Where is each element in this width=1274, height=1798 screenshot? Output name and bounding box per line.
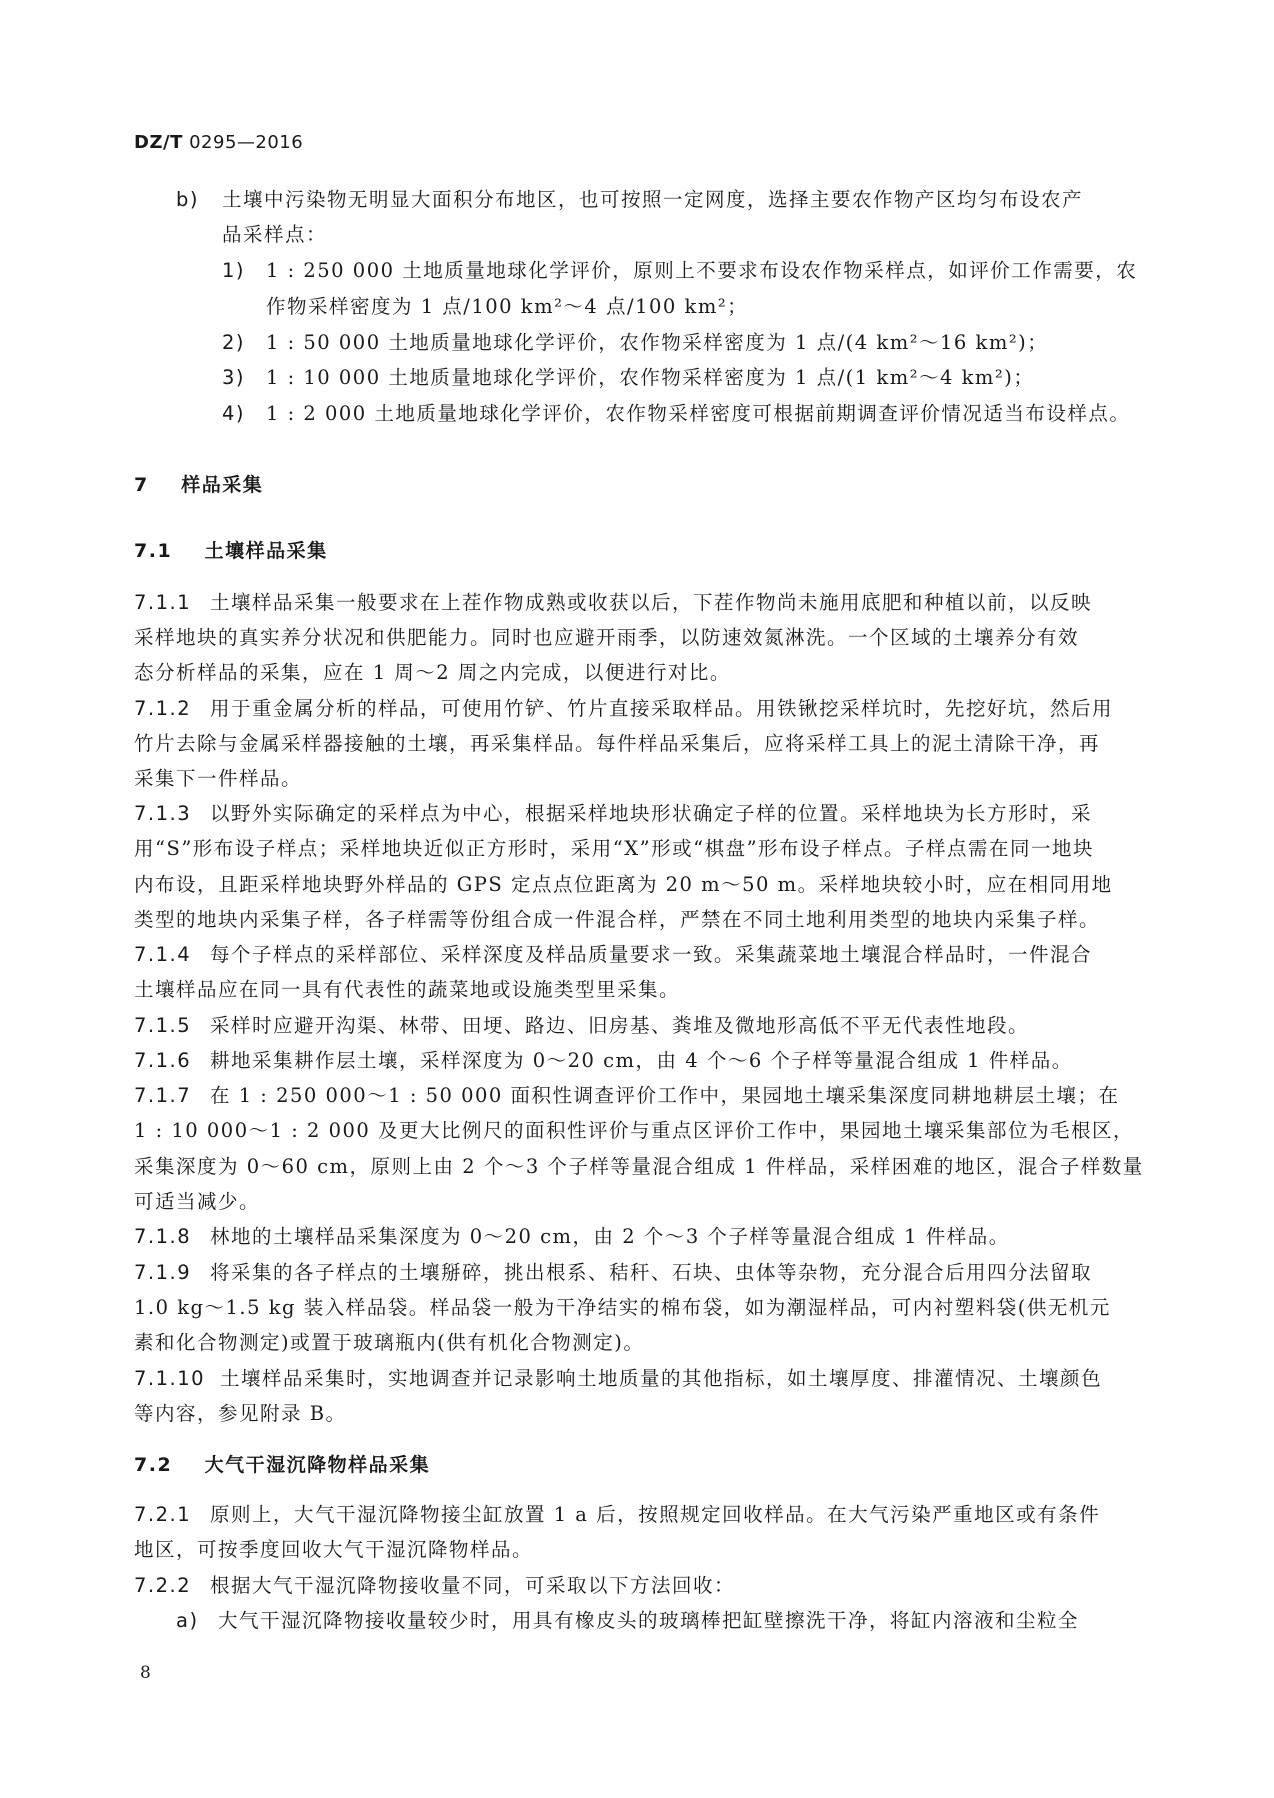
text-line: 耕地采集耕作层土壤，采样深度为 0～20 cm，由 4 个～6 个子样等量混合组成 1 件样品。 (210, 1049, 1073, 1072)
text-line: 用于重金属分析的样品，可使用竹铲、竹片直接采取样品。用铁锹挖采样坑时，先挖好坑，然后用 (210, 697, 1114, 720)
clause-number: 7.1.1 (134, 591, 192, 614)
list-marker: 4) (222, 402, 246, 425)
text-line: 作物采样密度为 1 点/100 km²～4 点/100 km²； (266, 295, 749, 318)
text-line: 地区，可按季度回收大气干湿沉降物样品。 (134, 1538, 534, 1561)
text-line: 原则上，大气干湿沉降物接尘缸放置 1 a 后，按照规定回收样品。在大气污染严重地区或有条件 (210, 1503, 1101, 1526)
section-number: 7.2 (134, 1454, 173, 1476)
text-line: 内布设，且距采样地块野外样品的 GPS 定点点位距离为 20 m～50 m。采样地块较小时，应在相同用地 (134, 873, 1113, 896)
text-line: 类型的地块内采集子样，各子样需等份组合成一件混合样，严禁在不同土地利用类型的地块内采集子样。 (134, 908, 1101, 931)
text-line: 素和化合物测定)或置于玻璃瓶内(供有机化合物测定)。 (134, 1331, 645, 1354)
section-title: 土壤样品采集 (204, 540, 328, 562)
list-marker: a) (176, 1609, 199, 1632)
text-line: 采样时应避开沟渠、林带、田埂、路边、旧房基、粪堆及微地形高低不平无代表性地段。 (210, 1014, 1030, 1037)
text-line: 品采样点： (222, 223, 328, 246)
standard-code-number: 0295—2016 (189, 132, 304, 153)
clause-number: 7.1.10 (134, 1367, 206, 1390)
clause-number: 7.1.2 (134, 697, 192, 720)
section-number: 7.1 (134, 540, 173, 562)
clause-number: 7.1.5 (134, 1014, 192, 1037)
text-line: 土壤样品采集一般要求在上茬作物成熟或收获以后，下茬作物尚未施用底肥和种植以前，以反映 (210, 591, 1093, 614)
text-line: 1 : 50 000 土地质量地球化学评价，农作物采样密度为 1 点/(4 km²～16 km²)； (266, 331, 1049, 354)
subsection-heading (134, 1452, 430, 1478)
text-line: 1 : 250 000 土地质量地球化学评价，原则上不要求布设农作物采样点，如评价工作需要，农 (266, 259, 1138, 282)
page-number: 8 (140, 1663, 153, 1683)
standard-code (134, 130, 303, 156)
section-heading (134, 472, 263, 498)
clause-number: 7.1.4 (134, 943, 192, 966)
text-line: 林地的土壤样品采集深度为 0～20 cm，由 2 个～3 个子样等量混合组成 1 件样品。 (210, 1225, 1010, 1248)
standard-code-prefix: DZ/T (134, 132, 183, 153)
text-line: 土壤中污染物无明显大面积分布地区，也可按照一定网度，选择主要农作物产区均匀布设农产 (222, 188, 1084, 211)
clause-number: 7.2.2 (134, 1574, 192, 1597)
clause-number: 7.1.6 (134, 1049, 192, 1072)
text-line: 每个子样点的采样部位、采样深度及样品质量要求一致。采集蔬菜地土壤混合样品时，一件混合 (210, 943, 1093, 966)
text-line: 1 : 10 000～1 : 2 000 及更大比例尺的面积性评价与重点区评价工作中，果园地土壤采集部位为毛根区， (134, 1119, 1135, 1142)
text-line: 在 1 : 250 000～1 : 50 000 面积性调查评价工作中，果园地土壤采集深度同耕地耕层土壤；在 (210, 1084, 1120, 1107)
text-line: 等内容，参见附录 B。 (134, 1402, 347, 1425)
list-marker: 1) (222, 259, 246, 282)
section-title: 样品采集 (181, 474, 264, 496)
text-line: 采集下一件样品。 (134, 767, 303, 790)
text-line: 采样地块的真实养分状况和供肥能力。同时也应避开雨季，以防速效氮淋洗。一个区域的土壤养分有效 (134, 626, 1080, 649)
clause-number: 7.2.1 (134, 1503, 192, 1526)
text-line: 态分析样品的采集，应在 1 周～2 周之内完成，以便进行对比。 (134, 661, 731, 684)
text-line: 大气干湿沉降物接收量较少时，用具有橡皮头的玻璃棒把缸壁擦洗干净，将缸内溶液和尘粒全 (218, 1609, 1080, 1632)
list-marker: b) (176, 188, 199, 211)
text-line: 1 : 10 000 土地质量地球化学评价，农作物采样密度为 1 点/(1 km²～4 km²)； (266, 366, 1035, 389)
text-line: 1.0 kg～1.5 kg 装入样品袋。样品袋一般为干净结实的棉布袋，如为潮湿样品，可内衬塑料袋(供无机元 (134, 1296, 1111, 1319)
text-line: 竹片去除与金属采样器接触的土壤，再采集样品。每件样品采集后，应将采样工具上的泥土清除干净，再 (134, 732, 1101, 755)
clause-number: 7.1.9 (134, 1261, 192, 1284)
section-number: 7 (134, 474, 149, 496)
text-line: 采集深度为 0～60 cm，原则上由 2 个～3 个子样等量混合组成 1 件样品，采样困难的地区，混合子样数量 (134, 1155, 1144, 1178)
text-line: 土壤样品应在同一具有代表性的蔬菜地或设施类型里采集。 (134, 978, 681, 1001)
text-line: 将采集的各子样点的土壤掰碎，挑出根系、秸秆、石块、虫体等杂物，充分混合后用四分法留取 (210, 1261, 1093, 1284)
clause-number: 7.1.3 (134, 802, 192, 825)
list-marker: 3) (222, 366, 246, 389)
clause-number: 7.1.8 (134, 1225, 192, 1248)
list-marker: 2) (222, 331, 246, 354)
text-line: 用“S”形布设子样点；采样地块近似正方形时，采用“X”形或“棋盘”形布设子样点。子样点需在同一地块 (134, 837, 1095, 860)
text-line: 可适当减少。 (134, 1190, 261, 1213)
text-line: 土壤样品采集时，实地调查并记录影响土地质量的其他指标，如土壤厚度、排灌情况、土壤颜色 (220, 1367, 1103, 1390)
subsection-heading (134, 538, 328, 564)
clause-number: 7.1.7 (134, 1084, 192, 1107)
section-title: 大气干湿沉降物样品采集 (204, 1454, 431, 1476)
text-line: 根据大气干湿沉降物接收量不同，可采取以下方法回收： (210, 1574, 736, 1597)
text-line: 以野外实际确定的采样点为中心，根据采样地块形状确定子样的位置。采样地块为长方形时，采 (210, 802, 1093, 825)
text-line: 1 : 2 000 土地质量地球化学评价，农作物采样密度可根据前期调查评价情况适当布设样点。 (266, 402, 1131, 425)
